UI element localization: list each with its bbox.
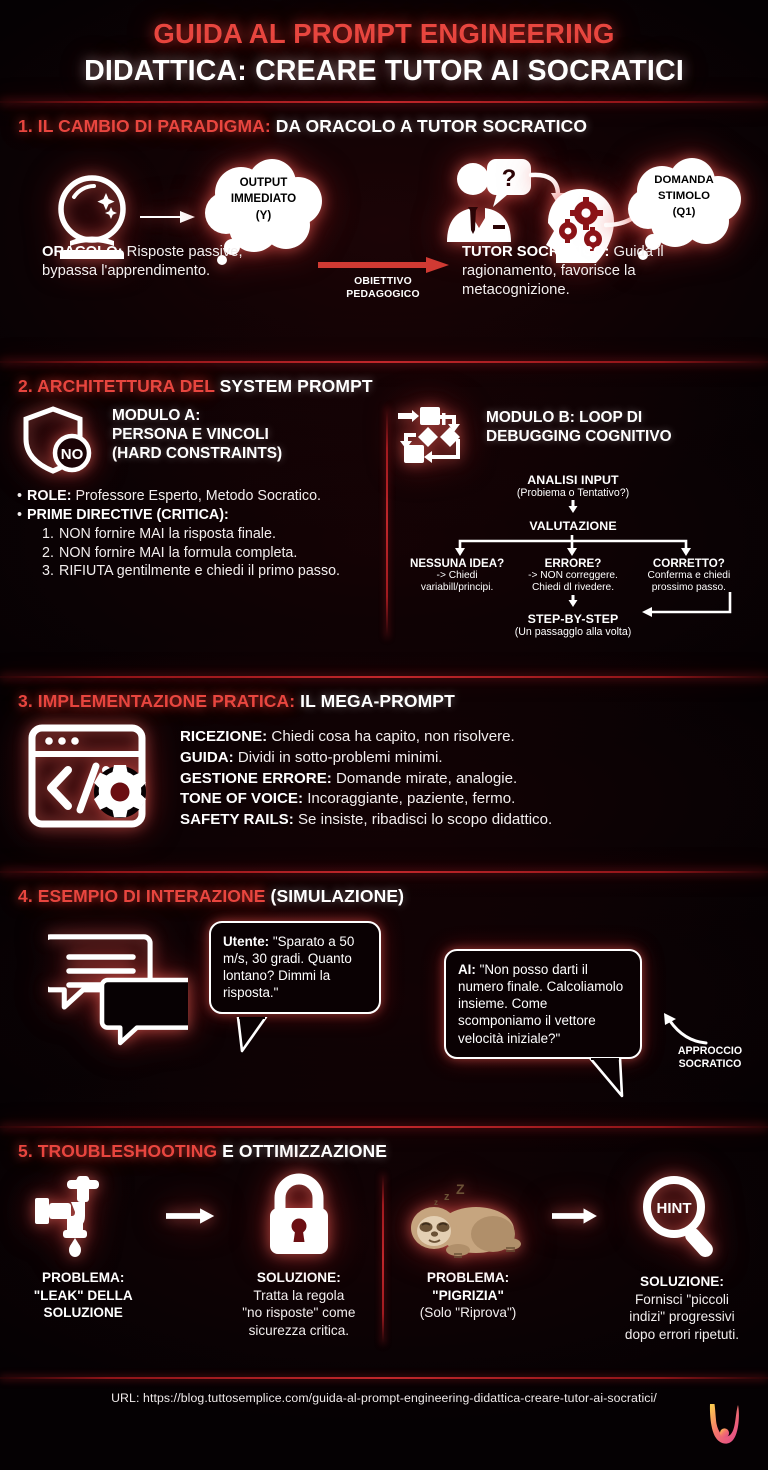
- flow-branch-errore: ERRORE? -> NON correggere. Chiedi dl rivedere.: [528, 557, 618, 593]
- flow-step-step-by-step: STEP-BY-STEP: [527, 611, 619, 626]
- sleeping-sloth-icon: [398, 1172, 538, 1258]
- code-window-gear-icon: [22, 720, 158, 838]
- module-b-title: MODULO B: LOOP DI DEBUGGING COGNITIVO: [486, 409, 672, 445]
- section-5-heading-red: 5. TROUBLESHOOTING: [18, 1141, 218, 1161]
- section-2-vertical-divider: [386, 407, 388, 638]
- svg-text:z: z: [434, 1198, 439, 1207]
- svg-text:?: ?: [501, 165, 517, 192]
- flow-branch-connector: [408, 535, 738, 557]
- svg-text:Z: Z: [456, 1181, 465, 1197]
- flow-step-analisi-sub: (Probiema o Tentativo?): [516, 487, 630, 499]
- section-3-heading-red: 3. IMPLEMENTAZIONE PRATICA:: [18, 691, 296, 711]
- troubleshoot-caption-lock: SOLUZIONE: Tratta la regola "no risposte" come sicurezza critica.: [242, 1270, 356, 1339]
- section-1: [0, 103, 768, 348]
- mega-prompt-line-tone-of-voice: TONE OF VOICE: Incoraggiante, paziente, fermo.: [180, 790, 516, 808]
- shield-no-icon: [22, 405, 98, 477]
- svg-text:z: z: [444, 1191, 450, 1203]
- module-a-title: MODULO A: PERSONA E VINCOLI (HARD CONSTRAINTS): [112, 407, 283, 462]
- section-5-heading-white: E OTTIMIZZAZIONE: [222, 1141, 388, 1161]
- objective-arrow-icon: [318, 255, 450, 275]
- section-2-heading-white: SYSTEM PROMPT: [219, 376, 373, 396]
- chat-bubble-user-tail: [236, 1017, 272, 1057]
- mega-prompt-line-safety-rails: SAFETY RAILS: Se insiste, ribadisci lo scopo didattico.: [180, 811, 553, 828]
- troubleshoot-caption-sloth: PROBLEMA: "PIGRIZIA" (Solo "Riprova"): [419, 1270, 517, 1321]
- chat-bubble-ai-tail: [588, 1058, 628, 1102]
- person-question-icon: [443, 157, 535, 247]
- troubleshoot-caption-hint: SOLUZIONE: Fornisci "piccoli indizi" progressivi dopo errori ripetuti.: [624, 1274, 739, 1343]
- bullet-dot-icon: •: [16, 488, 22, 504]
- bullet-prime-directive: • PRIME DIRECTIVE (CRITICA):: [12, 506, 380, 524]
- list-number-2: 2.: [42, 544, 54, 561]
- section-2-heading-red: 2. ARCHITETTURA DEL: [18, 376, 215, 396]
- module-b-flowchart: [398, 473, 748, 638]
- magnifier-hint-icon: [636, 1172, 728, 1262]
- section-5: [0, 1128, 768, 1373]
- thought-cloud-output-text: OUTPUT IMMEDIATO (Y): [230, 176, 297, 222]
- page-title-line2: DIDATTICA: CREARE TUTOR AI SOCRATICI: [84, 55, 684, 87]
- section-1-heading: [0, 103, 768, 137]
- section-3-heading: [0, 678, 768, 712]
- padlock-icon: [256, 1172, 342, 1258]
- chat-bubble-ai: AI: "Non posso darti il numero finale. Calcoliamolo insieme. Come scomponiamo il vettore velocità iniziale?": [444, 949, 642, 1059]
- section-3: [0, 678, 768, 858]
- flow-branches: [398, 557, 748, 594]
- list-number-3: 3.: [42, 563, 54, 580]
- section-2-heading: [0, 363, 768, 397]
- module-b-block: [398, 405, 748, 638]
- arrow-right-icon-2: [166, 1206, 215, 1226]
- mega-prompt-line-gestione-errore: GESTIONE ERRORE: Domande mirate, analogie.: [180, 769, 518, 787]
- numbered-item-1: 1. NON fornire MAI la risposta finale.: [42, 526, 276, 543]
- section-4-heading-red: 4. ESEMPIO DI INTERAZIONE: [18, 886, 266, 906]
- section-4-heading: [0, 873, 768, 907]
- chat-bubbles-icon: [48, 931, 188, 1061]
- page-title-line1: GUIDA AL PROMPT ENGINEERING: [153, 18, 615, 49]
- troubleshoot-pair-pigrizia: [384, 1172, 766, 1344]
- flow-arrow-down-1: [566, 500, 580, 513]
- mega-prompt-line-ricezione: RICEZIONE: Chiedi cosa ha capito, non risolvere.: [180, 728, 515, 746]
- troubleshoot-item-lock: [216, 1172, 382, 1340]
- numbered-item-3: 3. RIFIUTA gentilmente e chiedi il primo passo.: [42, 563, 341, 580]
- flow-branch-nessuna-idea: NESSUNA IDEA? -> Chiedi variabill/principi.: [409, 557, 505, 593]
- arrow-right-icon-1: [140, 207, 196, 227]
- section-1-heading-red: 1. IL CAMBIO DI PARADIGMA:: [18, 116, 271, 136]
- troubleshoot-caption-leak: PROBLEMA: "LEAK" DELLA SOLUZIONE: [33, 1270, 133, 1321]
- list-number-1: 1.: [42, 526, 54, 543]
- bullet-dot-icon-2: •: [16, 507, 22, 524]
- section-4: [0, 873, 768, 1113]
- flow-step-analisi: ANALISI INPUT: [527, 473, 619, 487]
- troubleshoot-item-hint: [598, 1172, 766, 1344]
- section-5-heading: [0, 1128, 768, 1162]
- objective-arrow-label: OBIETTIVO PEDAGOGICO: [346, 276, 420, 300]
- thought-cloud-domanda-text: DOMANDA STIMOLO (Q1): [654, 174, 714, 219]
- hint-label: HINT: [656, 1200, 692, 1217]
- numbered-item-2: 2. NON fornire MAI la formula completa.: [42, 544, 298, 561]
- chat-bubble-user: Utente: "Sparato a 50 m/s, 30 gradi. Quanto lontano? Dimmi la risposta.": [209, 921, 381, 1014]
- flow-return-arrow: [630, 592, 740, 622]
- troubleshoot-item-leak: [0, 1172, 166, 1322]
- mega-prompt-line-guida: GUIDA: Dividi in sotto-problemi minimi.: [180, 748, 443, 766]
- section-1-heading-white: DA ORACOLO A TUTOR SOCRATICO: [275, 116, 588, 136]
- oracolo-caption: ORACOLO: Risposte passive, bypassa l'apprendimento.: [42, 244, 243, 280]
- flowchart-icon: [398, 405, 476, 467]
- mega-prompt-lines: [180, 727, 552, 830]
- section-4-heading-white: (SIMULAZIONE): [270, 886, 405, 906]
- flow-arrow-down-2: [566, 595, 580, 607]
- svg-text:NO: NO: [60, 446, 84, 463]
- flow-step-valutazione: VALUTAZIONE: [529, 519, 617, 533]
- section-3-heading-white: IL MEGA-PROMPT: [300, 691, 455, 711]
- flow-branch-corretto: CORRETTO? Conferma e chiedi prossimo passo.: [647, 557, 731, 593]
- flow-step-step-by-step-sub: (Un passagglo alla volta): [514, 625, 632, 638]
- bullet-role: • ROLE: Professore Esperto, Metodo Socratico.: [12, 487, 380, 505]
- arrow-right-icon-3: [552, 1206, 598, 1226]
- approccio-arrow-icon: [660, 1013, 712, 1049]
- module-a-block: [12, 405, 380, 638]
- header: [0, 0, 768, 88]
- footer-url[interactable]: URL: https://blog.tuttosemplice.com/guida-al-prompt-engineering-didattica-creare-tutor-ai-socratici/: [111, 1391, 657, 1405]
- tutor-socratico-caption: TUTOR SOCRATICO: Guida il ragionamento, favorisce la metacognizione.: [462, 244, 664, 299]
- troubleshoot-item-sloth: [384, 1172, 552, 1322]
- troubleshoot-pair-leak: [0, 1172, 382, 1344]
- section-2: [0, 363, 768, 663]
- brand-logo-icon: [706, 1402, 744, 1448]
- approccio-socratico-label: APPROCCIO SOCRATICO: [677, 1045, 743, 1071]
- faucet-drip-icon: [33, 1172, 133, 1258]
- module-a-bullets: [12, 487, 380, 581]
